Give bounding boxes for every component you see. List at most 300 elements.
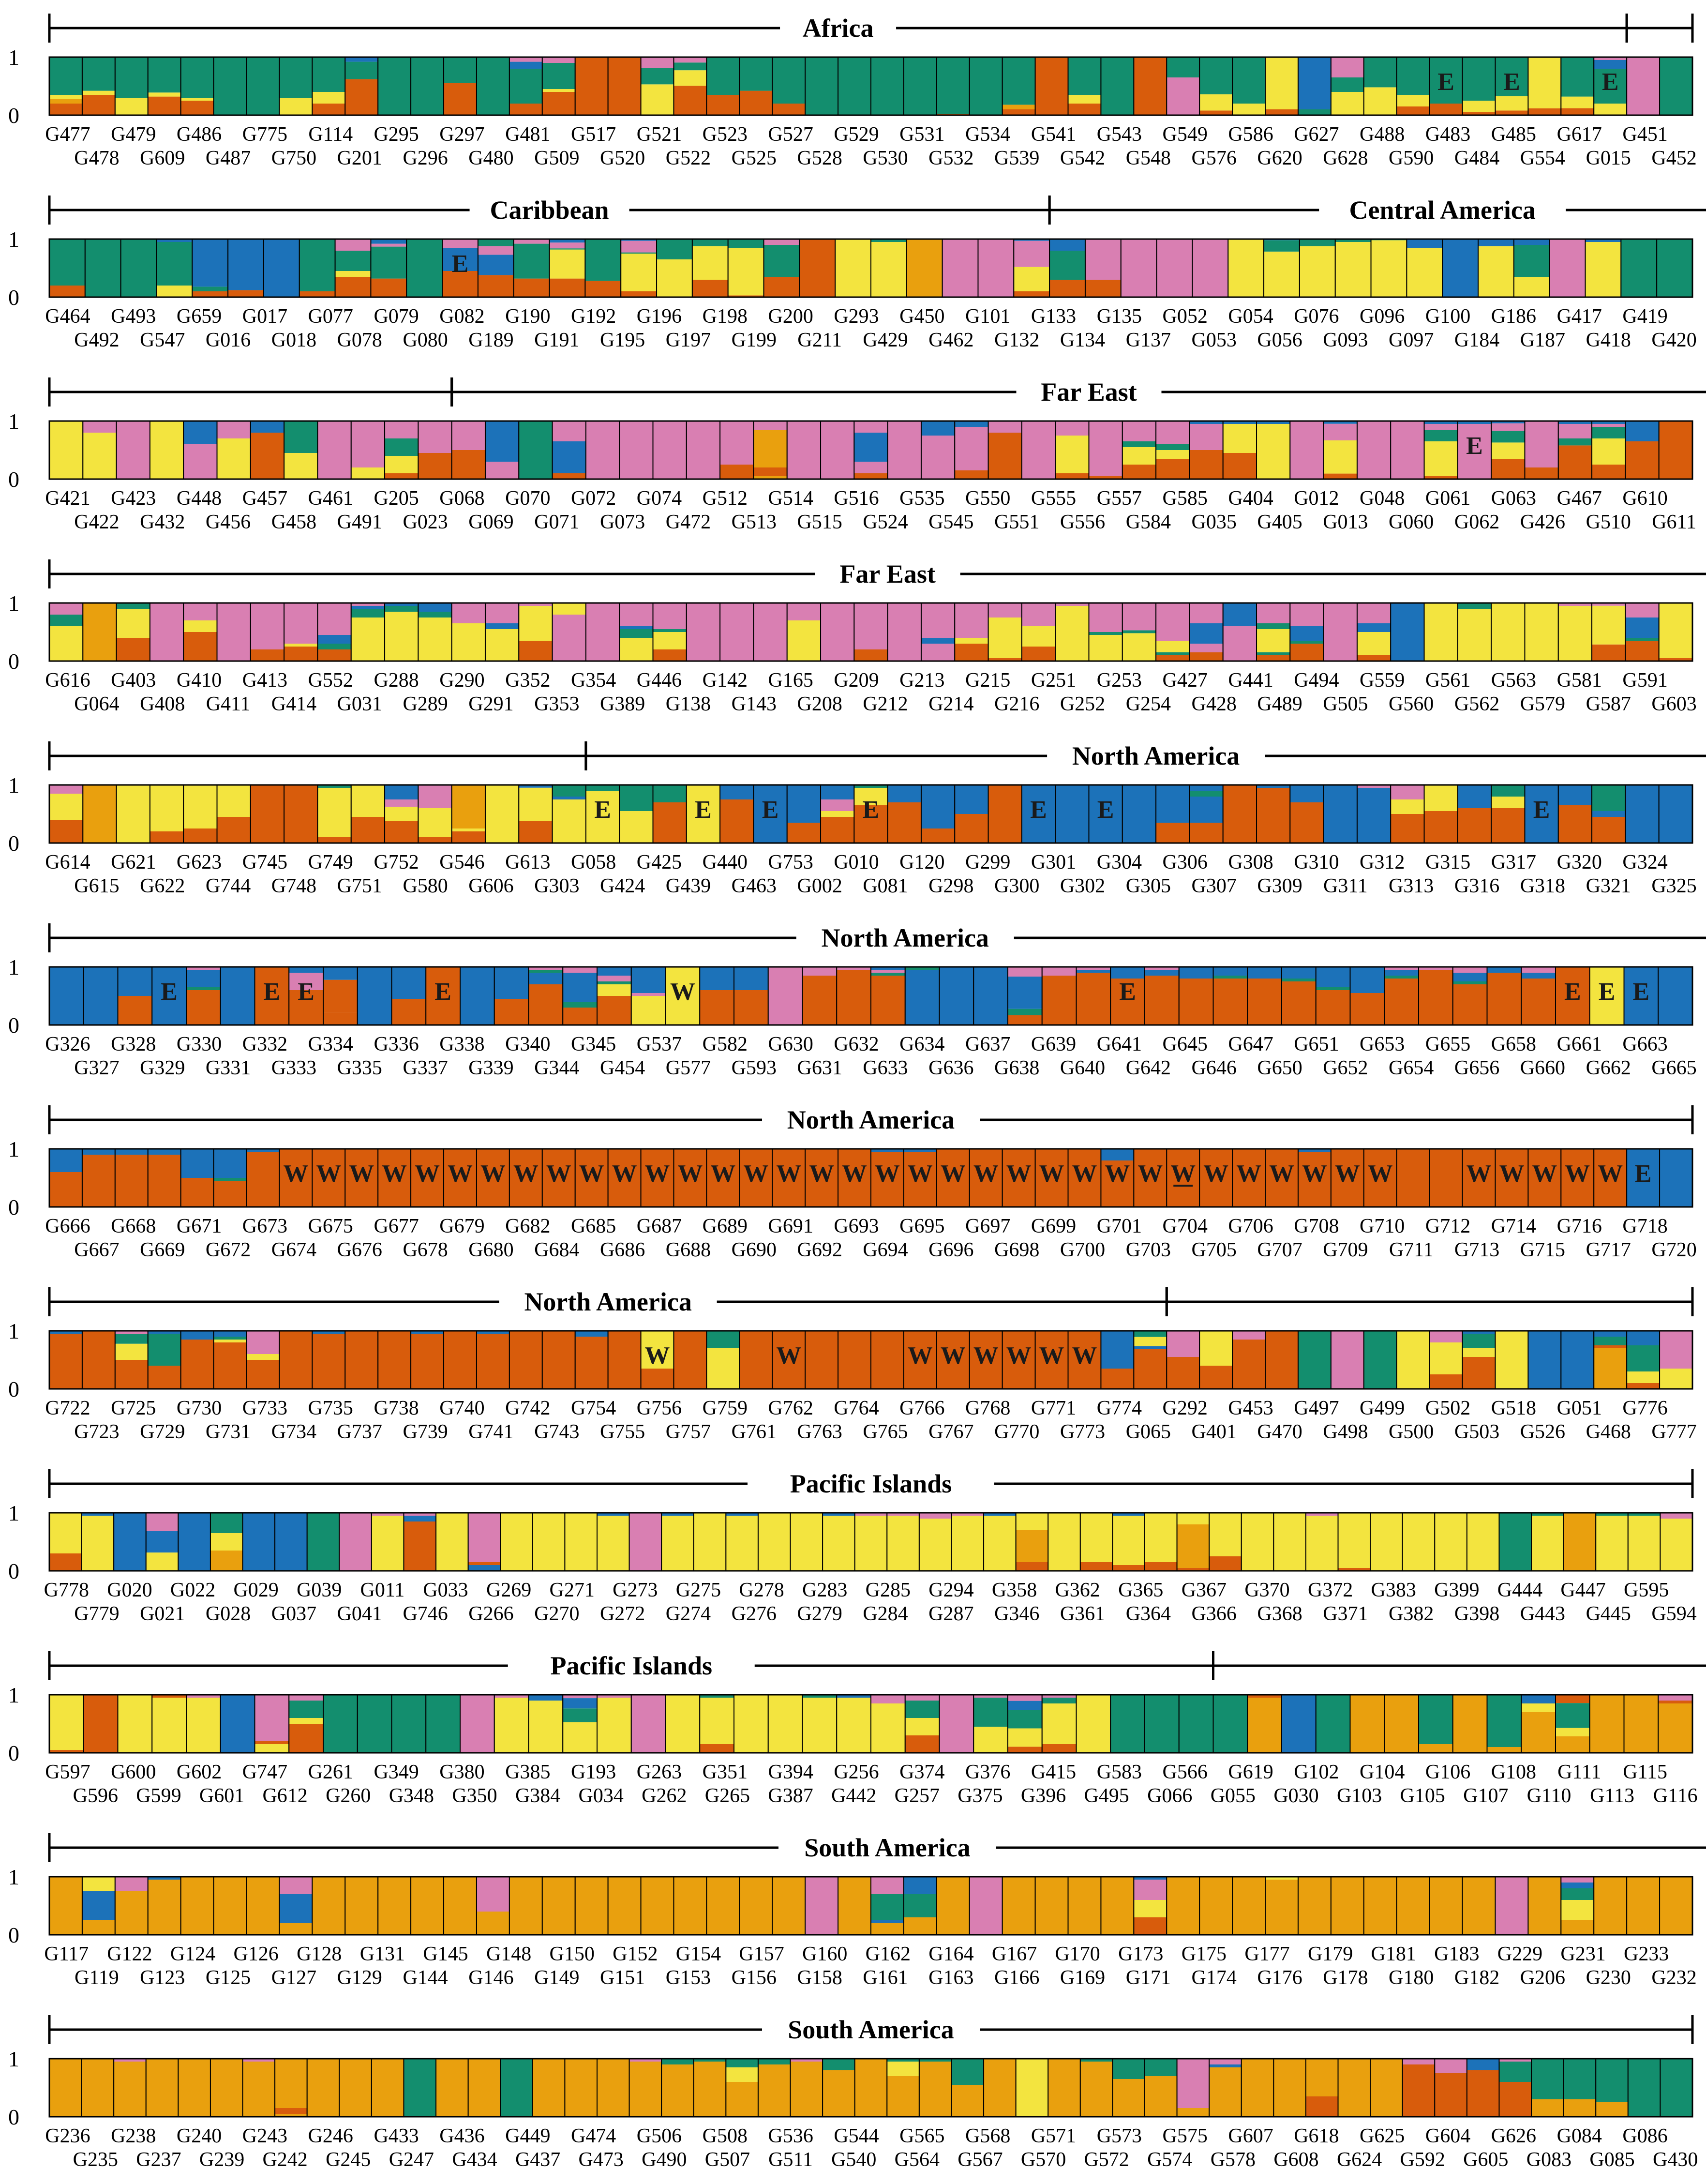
bar-segment bbox=[1282, 979, 1316, 981]
bar-segment bbox=[323, 967, 358, 980]
bar-segment bbox=[444, 83, 477, 115]
x-tick-label: G508 bbox=[702, 2125, 748, 2147]
bar-segment bbox=[378, 1331, 411, 1389]
x-tick-label: G410 bbox=[176, 669, 222, 692]
x-tick-label: G764 bbox=[834, 1397, 879, 1419]
bar-segment bbox=[955, 638, 988, 644]
bar-segment bbox=[1257, 655, 1290, 661]
bar-segment bbox=[49, 286, 85, 297]
bar-segment bbox=[597, 1698, 631, 1741]
bar-segment bbox=[148, 97, 181, 115]
bar-segment bbox=[312, 104, 345, 115]
bar-segment bbox=[550, 250, 585, 279]
x-tick-label: G534 bbox=[965, 123, 1011, 146]
bar-mark: W bbox=[1532, 1160, 1557, 1188]
bar-segment bbox=[146, 1552, 179, 1571]
bar-segment bbox=[452, 421, 485, 450]
x-tick-label: G549 bbox=[1162, 123, 1208, 146]
x-tick-label: G385 bbox=[505, 1761, 551, 1783]
bar-segment bbox=[1625, 441, 1659, 479]
x-tick-label: G262 bbox=[642, 1785, 687, 1807]
bar-segment bbox=[955, 814, 988, 843]
bar-segment bbox=[597, 1741, 631, 1753]
bar-segment bbox=[371, 244, 406, 247]
bar-segment bbox=[82, 57, 115, 91]
x-tick-label: G472 bbox=[665, 511, 711, 533]
bar-segment bbox=[275, 2108, 307, 2114]
bar-segment bbox=[951, 2085, 984, 2117]
bar-mark: W bbox=[448, 1160, 473, 1188]
x-tick-label: G230 bbox=[1586, 1967, 1631, 1989]
x-tick-label: G144 bbox=[403, 1967, 448, 1989]
x-tick-label: G633 bbox=[863, 1057, 908, 1079]
bar-segment bbox=[1189, 791, 1223, 797]
x-tick-label: G426 bbox=[1520, 511, 1566, 533]
x-tick-label: G706 bbox=[1228, 1215, 1273, 1237]
bar-segment bbox=[1134, 1346, 1167, 1349]
x-tick-label: G413 bbox=[242, 669, 288, 692]
x-tick-label: G461 bbox=[308, 487, 353, 510]
bar-mark: W bbox=[1499, 1160, 1525, 1188]
bar-segment bbox=[888, 802, 921, 843]
bar-segment bbox=[1561, 1877, 1594, 1883]
x-tick-label: G628 bbox=[1323, 147, 1368, 169]
region-label: Pacific Islands bbox=[550, 1651, 713, 1680]
x-tick-label: G408 bbox=[140, 693, 185, 715]
bar-segment bbox=[753, 421, 787, 430]
bar-segment bbox=[871, 976, 905, 1025]
bar-segment bbox=[1424, 603, 1458, 661]
bar-segment bbox=[1156, 421, 1189, 444]
bar-segment bbox=[478, 246, 514, 255]
bar-segment bbox=[49, 1334, 82, 1389]
bar-segment bbox=[385, 807, 418, 821]
bar-segment bbox=[951, 2059, 984, 2085]
bar-segment bbox=[1659, 785, 1692, 843]
bar-segment bbox=[1561, 97, 1594, 108]
bar-segment bbox=[214, 1337, 247, 1340]
x-tick-label: G063 bbox=[1491, 487, 1537, 510]
bar-segment bbox=[289, 1701, 323, 1718]
bar-segment bbox=[452, 828, 485, 831]
x-tick-label: G288 bbox=[374, 669, 419, 692]
bar-segment bbox=[1122, 441, 1156, 447]
bar-segment bbox=[115, 57, 148, 98]
x-tick-label: G626 bbox=[1491, 2125, 1537, 2147]
bar-segment bbox=[418, 618, 451, 661]
bar-segment bbox=[1189, 823, 1223, 843]
y-tick-label: 1 bbox=[8, 955, 19, 979]
x-tick-label: G212 bbox=[863, 693, 908, 715]
bar-segment bbox=[888, 785, 921, 802]
bar-segment bbox=[1265, 109, 1298, 115]
x-tick-label: G557 bbox=[1096, 487, 1142, 510]
x-tick-label: G449 bbox=[505, 2125, 551, 2147]
region-label: Far East bbox=[1041, 377, 1137, 407]
bar-segment bbox=[734, 1695, 768, 1753]
bar-segment bbox=[186, 970, 221, 987]
bar-segment bbox=[323, 980, 358, 1012]
x-tick-label: G723 bbox=[74, 1421, 120, 1443]
x-tick-label: G298 bbox=[928, 875, 974, 897]
x-tick-label: G548 bbox=[1125, 147, 1171, 169]
region-label: North America bbox=[1072, 741, 1240, 770]
bar-segment bbox=[597, 984, 631, 996]
x-tick-label: G448 bbox=[176, 487, 222, 510]
bar-segment bbox=[82, 1331, 115, 1389]
bar-segment bbox=[1306, 2059, 1338, 2096]
bar-segment bbox=[641, 57, 674, 68]
bar-segment bbox=[284, 421, 317, 453]
bar-segment bbox=[542, 1331, 575, 1389]
bar-segment bbox=[1055, 436, 1089, 473]
x-tick-label: G116 bbox=[1653, 1785, 1698, 1807]
bar-segment bbox=[1282, 981, 1316, 1025]
x-tick-label: G309 bbox=[1257, 875, 1302, 897]
bar-segment bbox=[1189, 644, 1223, 652]
bar-segment bbox=[406, 239, 442, 297]
x-tick-label: G336 bbox=[374, 1033, 419, 1055]
x-tick-label: G240 bbox=[176, 2125, 222, 2147]
bar-segment bbox=[411, 57, 444, 115]
bar-segment bbox=[1290, 802, 1323, 843]
bar-segment bbox=[150, 603, 183, 661]
bar-segment bbox=[955, 603, 988, 638]
bar-segment bbox=[183, 785, 217, 828]
bar-mark: W bbox=[1006, 1160, 1032, 1188]
bar-segment bbox=[1213, 976, 1248, 979]
bar-segment bbox=[542, 1877, 575, 1935]
bar-segment bbox=[726, 2059, 758, 2067]
x-tick-label: G299 bbox=[965, 851, 1011, 874]
bar-segment bbox=[1403, 2059, 1435, 2064]
bar-mark: W bbox=[1598, 1160, 1623, 1188]
bar-segment bbox=[275, 2059, 307, 2108]
bar-segment bbox=[921, 644, 955, 661]
bar-segment bbox=[553, 441, 586, 473]
bar-segment bbox=[210, 1551, 243, 1571]
y-tick-label: 1 bbox=[8, 1319, 19, 1343]
x-tick-label: G661 bbox=[1556, 1033, 1602, 1055]
bar-segment bbox=[1331, 77, 1364, 92]
x-tick-label: G666 bbox=[45, 1215, 90, 1237]
x-tick-label: G016 bbox=[205, 329, 251, 351]
bar-segment bbox=[1628, 1516, 1661, 1571]
bar-segment bbox=[835, 239, 871, 297]
bar-segment bbox=[485, 629, 519, 661]
bar-segment bbox=[49, 1172, 82, 1207]
bar-segment bbox=[1122, 465, 1156, 479]
bar-segment bbox=[1657, 239, 1692, 297]
bar-segment bbox=[485, 603, 519, 623]
x-tick-label: G405 bbox=[1257, 511, 1302, 533]
bar-segment bbox=[854, 462, 887, 473]
x-tick-label: G187 bbox=[1520, 329, 1566, 351]
bar-segment bbox=[1177, 1524, 1210, 1568]
bar-segment bbox=[1521, 1712, 1556, 1753]
bar-segment bbox=[1209, 2059, 1242, 2064]
panel-2 bbox=[8, 191, 1706, 351]
x-tick-label: G669 bbox=[140, 1239, 185, 1261]
x-tick-label: G743 bbox=[534, 1421, 580, 1443]
bar-segment bbox=[1660, 1149, 1692, 1207]
bar-segment bbox=[1594, 1348, 1627, 1389]
bar-segment bbox=[1134, 57, 1167, 115]
bar-segment bbox=[152, 1698, 186, 1753]
bar-segment bbox=[156, 242, 192, 286]
bar-segment bbox=[1199, 57, 1232, 94]
bar-segment bbox=[115, 1891, 148, 1935]
bar-segment bbox=[1625, 641, 1659, 661]
bar-segment bbox=[1122, 603, 1156, 630]
bar-segment bbox=[385, 473, 418, 479]
y-tick-label: 1 bbox=[8, 409, 19, 434]
bar-segment bbox=[904, 1917, 937, 1935]
x-tick-label: G387 bbox=[768, 1785, 813, 1807]
bar-segment bbox=[563, 1002, 597, 1008]
x-tick-label: G487 bbox=[205, 147, 251, 169]
bar-segment bbox=[1157, 239, 1193, 297]
bar-segment bbox=[772, 1877, 805, 1935]
bar-segment bbox=[317, 644, 351, 649]
x-tick-label: G452 bbox=[1651, 147, 1697, 169]
bar-segment bbox=[1156, 444, 1189, 450]
x-tick-label: G211 bbox=[797, 329, 842, 351]
bar-segment bbox=[641, 68, 674, 84]
bar-segment bbox=[803, 976, 837, 1025]
bar-segment bbox=[49, 794, 83, 820]
x-tick-label: G120 bbox=[899, 851, 945, 874]
bar-segment bbox=[1134, 1331, 1167, 1337]
x-tick-label: G591 bbox=[1622, 669, 1668, 692]
x-tick-label: G167 bbox=[991, 1943, 1037, 1965]
x-tick-label: G404 bbox=[1228, 487, 1273, 510]
bar-segment bbox=[418, 453, 451, 479]
x-tick-label: G358 bbox=[991, 1579, 1037, 1601]
bar-segment bbox=[1658, 1703, 1692, 1753]
bar-segment bbox=[1156, 641, 1189, 652]
bar-segment bbox=[575, 57, 608, 115]
bar-segment bbox=[345, 1877, 378, 1935]
x-tick-label: G775 bbox=[242, 123, 288, 146]
bar-segment bbox=[955, 785, 988, 814]
y-tick-label: 0 bbox=[8, 1559, 19, 1583]
x-tick-label: G650 bbox=[1257, 1057, 1302, 1079]
bar-segment bbox=[1435, 1513, 1467, 1571]
bar-segment bbox=[279, 57, 312, 98]
bar-segment bbox=[1364, 1331, 1397, 1389]
x-tick-label: G189 bbox=[468, 329, 514, 351]
bar-segment bbox=[1592, 424, 1625, 427]
x-tick-label: G502 bbox=[1425, 1397, 1471, 1419]
bar-segment bbox=[1430, 104, 1463, 115]
bar-segment bbox=[787, 785, 821, 823]
x-tick-label: G312 bbox=[1360, 851, 1405, 874]
bar-segment bbox=[1335, 242, 1371, 297]
bar-segment bbox=[1167, 1357, 1199, 1389]
bar-segment bbox=[1121, 239, 1157, 297]
bar-segment bbox=[706, 1877, 739, 1935]
bar-segment bbox=[1561, 1900, 1594, 1920]
bar-segment bbox=[183, 444, 217, 479]
x-tick-label: G137 bbox=[1125, 329, 1171, 351]
x-tick-label: G451 bbox=[1622, 123, 1668, 146]
bar-segment bbox=[1145, 970, 1179, 976]
bar-segment bbox=[1531, 1516, 1564, 1571]
bar-segment bbox=[404, 2059, 436, 2117]
x-tick-label: G437 bbox=[515, 2149, 561, 2171]
y-tick-label: 0 bbox=[8, 2105, 19, 2129]
x-tick-label: G235 bbox=[73, 2149, 118, 2171]
x-tick-label: G705 bbox=[1191, 1239, 1237, 1261]
x-tick-label: G619 bbox=[1228, 1761, 1273, 1783]
bar-segment bbox=[49, 421, 83, 479]
x-tick-label: G329 bbox=[140, 1057, 185, 1079]
bar-segment bbox=[1189, 785, 1223, 791]
bar-segment bbox=[1403, 2064, 1435, 2117]
bar-segment bbox=[1324, 440, 1357, 474]
bar-segment bbox=[666, 1695, 700, 1753]
bar-segment bbox=[1458, 603, 1491, 609]
bar-segment bbox=[210, 1533, 243, 1551]
x-tick-label: G605 bbox=[1463, 2149, 1509, 2171]
x-tick-label: G489 bbox=[1257, 693, 1302, 715]
x-tick-label: G086 bbox=[1622, 2125, 1668, 2147]
x-tick-label: G401 bbox=[1191, 1421, 1237, 1443]
bar-segment bbox=[351, 606, 385, 609]
bar-segment bbox=[214, 1149, 247, 1178]
y-tick-label: 1 bbox=[8, 45, 19, 70]
x-tick-label: G015 bbox=[1586, 147, 1631, 169]
bar-segment bbox=[1435, 2073, 1467, 2117]
bar-segment bbox=[115, 1344, 148, 1360]
bar-segment bbox=[657, 239, 692, 259]
bar-segment bbox=[279, 1888, 312, 1894]
x-tick-label: G229 bbox=[1497, 1943, 1543, 1965]
bar-segment bbox=[921, 638, 955, 644]
x-tick-label: G123 bbox=[140, 1967, 185, 1989]
bar-segment bbox=[1232, 1340, 1265, 1389]
x-tick-label: G731 bbox=[205, 1421, 251, 1443]
bar-segment bbox=[973, 967, 1008, 1025]
bar-segment bbox=[1594, 1331, 1627, 1337]
x-tick-label: G677 bbox=[374, 1215, 419, 1237]
bar-mark: W bbox=[710, 1160, 736, 1188]
region-label: North America bbox=[524, 1287, 692, 1316]
x-tick-label: G151 bbox=[599, 1967, 645, 1989]
bar-segment bbox=[1003, 105, 1035, 109]
bar-segment bbox=[181, 1877, 214, 1935]
y-tick-label: 1 bbox=[8, 227, 19, 252]
bar-segment bbox=[768, 967, 803, 1025]
bar-segment bbox=[279, 1331, 312, 1389]
bar-segment bbox=[563, 1008, 597, 1025]
bar-segment bbox=[821, 421, 854, 479]
x-tick-label: G720 bbox=[1651, 1239, 1697, 1261]
bar-segment bbox=[1463, 1357, 1496, 1389]
bar-segment bbox=[49, 1695, 84, 1750]
x-tick-label: G328 bbox=[111, 1033, 156, 1055]
bar-segment bbox=[1528, 57, 1561, 108]
bar-segment bbox=[1265, 1880, 1298, 1935]
bar-segment bbox=[1242, 1513, 1274, 1571]
x-tick-label: G599 bbox=[136, 1785, 181, 1807]
x-tick-label: G318 bbox=[1520, 875, 1566, 897]
bar-segment bbox=[404, 1521, 436, 1571]
x-tick-label: G436 bbox=[439, 2125, 485, 2147]
bar-mark: W bbox=[842, 1160, 868, 1188]
bar-segment bbox=[255, 1744, 289, 1753]
bar-segment bbox=[1008, 967, 1042, 977]
bar-segment bbox=[1467, 1513, 1499, 1571]
bar-segment bbox=[764, 277, 800, 297]
x-tick-label: G084 bbox=[1556, 2125, 1602, 2147]
x-tick-label: G662 bbox=[1586, 1057, 1631, 1079]
bar-segment bbox=[1068, 104, 1101, 115]
x-tick-label: G512 bbox=[702, 487, 748, 510]
bar-segment bbox=[1042, 976, 1077, 1025]
x-tick-label: G749 bbox=[308, 851, 353, 874]
bar-segment bbox=[385, 612, 418, 661]
bar-segment bbox=[392, 1695, 426, 1753]
bar-segment bbox=[146, 1531, 179, 1552]
x-tick-label: G292 bbox=[1162, 1397, 1208, 1419]
x-tick-label: G175 bbox=[1181, 1943, 1227, 1965]
x-tick-label: G457 bbox=[242, 487, 288, 510]
x-tick-label: G604 bbox=[1425, 2125, 1471, 2147]
bar-segment bbox=[1531, 2099, 1564, 2117]
x-tick-label: G041 bbox=[337, 1603, 382, 1625]
bar-segment bbox=[1077, 970, 1111, 973]
bar-segment bbox=[82, 91, 115, 95]
bar-segment bbox=[1156, 652, 1189, 655]
bar-segment bbox=[378, 1877, 411, 1935]
x-tick-label: G316 bbox=[1454, 875, 1500, 897]
bar-mark: E bbox=[1564, 978, 1581, 1006]
x-tick-label: G214 bbox=[928, 693, 974, 715]
bar-segment bbox=[1659, 603, 1692, 658]
x-tick-label: G623 bbox=[176, 851, 222, 874]
bar-segment bbox=[460, 967, 494, 1025]
x-tick-label: G166 bbox=[994, 1967, 1040, 1989]
bar-segment bbox=[533, 1513, 565, 1571]
x-tick-label: G271 bbox=[549, 1579, 595, 1601]
x-tick-label: G673 bbox=[242, 1215, 288, 1237]
bar-segment bbox=[115, 1155, 148, 1207]
bar-segment bbox=[1556, 1728, 1590, 1736]
bar-segment bbox=[1424, 811, 1458, 843]
bar-segment bbox=[529, 973, 563, 984]
x-tick-label: G627 bbox=[1294, 123, 1339, 146]
bar-segment bbox=[114, 2062, 146, 2117]
bar-segment bbox=[1055, 421, 1089, 436]
x-tick-label: G002 bbox=[797, 875, 842, 897]
bar-segment bbox=[186, 987, 221, 990]
x-tick-label: G678 bbox=[403, 1239, 448, 1261]
x-tick-label: G686 bbox=[599, 1239, 645, 1261]
x-tick-label: G276 bbox=[731, 1603, 777, 1625]
bar-segment bbox=[181, 57, 214, 98]
x-tick-label: G186 bbox=[1491, 305, 1537, 328]
x-tick-label: G274 bbox=[665, 1603, 711, 1625]
x-tick-label: G161 bbox=[863, 1967, 908, 1989]
x-tick-label: G197 bbox=[665, 329, 711, 351]
bar-segment bbox=[1458, 785, 1491, 808]
bar-segment bbox=[1068, 1877, 1101, 1935]
bar-segment bbox=[764, 245, 800, 277]
x-tick-label: G495 bbox=[1084, 1785, 1129, 1807]
bar-segment bbox=[1257, 603, 1290, 623]
